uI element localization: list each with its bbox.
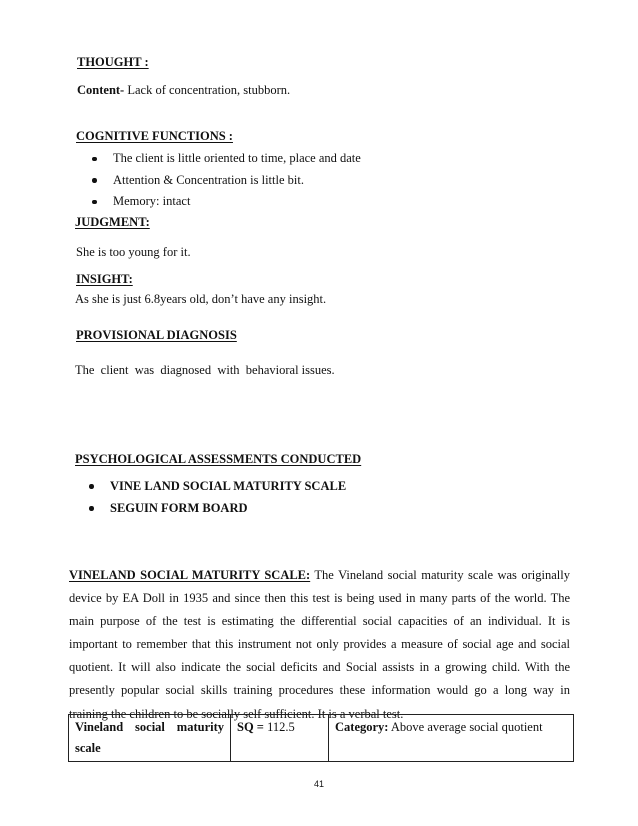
test-name-cell: Vineland social maturity scale	[69, 715, 231, 762]
insight-text: As she is just 6.8years old, don’t have any insight.	[75, 292, 327, 306]
list-item: VINE LAND SOCIAL MATURITY SCALE	[70, 475, 346, 497]
assessments-heading: PSYCHOLOGICAL ASSESSMENTS CONDUCTED	[75, 452, 362, 466]
results-table	[68, 714, 574, 762]
sq-value: 112.5	[263, 720, 295, 734]
category-label: Category:	[335, 720, 389, 734]
vineland-text: The Vineland social maturity scale was originally device by EA Doll in 1935 and since then this test is being used in many parts of the world. The main purpose of the test is estimating the differential social capacities of an individual. It is important to remember that this instrument not only provides a measure of social age and social quotient. It will also indicate the social deficits and Social assists in a growing child. With the presently popular social skills training procedures these information would go a long way in training the children to be socially self sufficient. It is a verbal test.	[69, 568, 570, 721]
thought-content-label: Content-	[77, 83, 125, 97]
provisional-diagnosis-text: The client was diagnosed with behavioral issues.	[75, 363, 335, 377]
assessments-list	[70, 475, 346, 519]
vineland-paragraph	[69, 564, 570, 726]
judgment-text: She is too young for it.	[76, 245, 191, 259]
list-item: SEGUIN FORM BOARD	[70, 497, 346, 519]
list-item: Memory: intact	[73, 191, 361, 213]
insight-heading: INSIGHT:	[76, 272, 133, 286]
judgment-heading: JUDGMENT:	[75, 215, 150, 229]
page-number: 41	[313, 779, 324, 789]
category-cell	[329, 715, 574, 762]
table-row	[69, 715, 574, 762]
thought-heading: THOUGHT :	[77, 55, 149, 69]
category-value: Above average social quotient	[388, 720, 543, 734]
vineland-heading: VINELAND SOCIAL MATURITY SCALE:	[69, 568, 311, 582]
cognitive-list	[73, 148, 361, 213]
thought-content-text: Lack of concentration, stubborn.	[124, 83, 291, 97]
provisional-diagnosis-heading: PROVISIONAL DIAGNOSIS	[76, 328, 237, 342]
list-item: Attention & Concentration is little bit.	[73, 170, 361, 192]
sq-label: SQ =	[237, 720, 264, 734]
list-item: The client is little oriented to time, place and date	[73, 148, 361, 170]
thought-content	[77, 83, 290, 98]
cognitive-heading: COGNITIVE FUNCTIONS :	[76, 129, 233, 143]
sq-cell	[231, 715, 329, 762]
